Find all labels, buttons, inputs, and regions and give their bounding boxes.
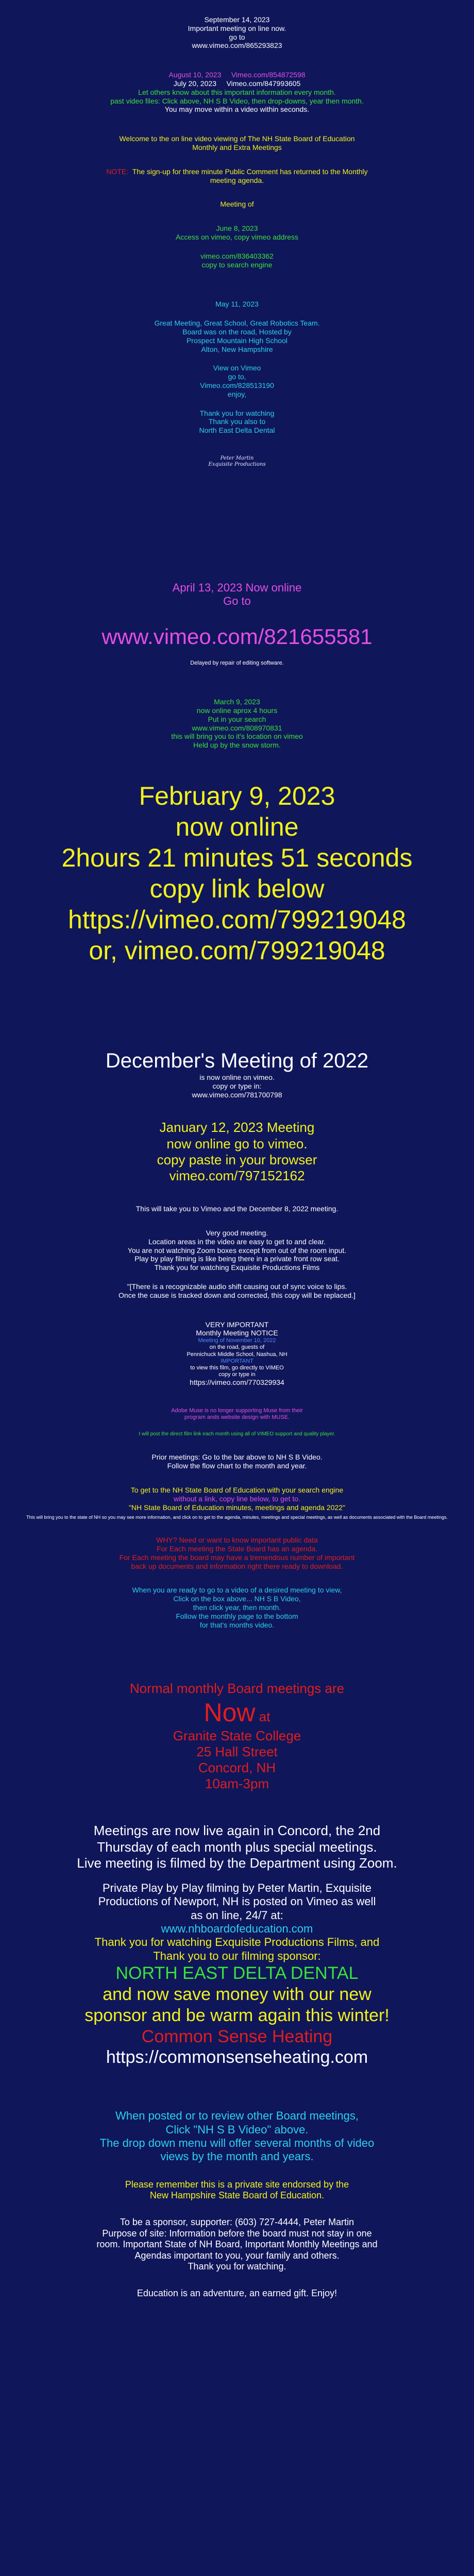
contact-line: To be a sponsor, supporter: (603) 727-4444, Peter Martin <box>120 2216 354 2227</box>
may-line: Prospect Mountain High School <box>186 336 288 345</box>
december-notes <box>0 1205 474 1299</box>
may-line: Board was on the road, Hosted by <box>182 327 292 336</box>
march-line: now online aprox 4 hours <box>196 706 278 715</box>
closing-line <box>0 2288 474 2299</box>
dec-line: is now online on vimeo. <box>199 1073 275 1082</box>
note-label: NOTE: <box>106 167 129 176</box>
search-query: "NH State Board of Education minutes, meetings and agenda 2022" <box>128 1503 346 1512</box>
contact-line: Purpose of site: Information before the board must not stay in one <box>102 2228 372 2239</box>
note-line-2: meeting agenda. <box>210 176 264 184</box>
why-line: back up documents and information right there ready to download. <box>131 1562 343 1570</box>
march-2023 <box>0 698 474 750</box>
may-line: Great Meeting, Great School, Great Robotics Team. <box>154 319 320 328</box>
review-meetings <box>0 2109 474 2164</box>
may-line: Thank you also to <box>208 417 266 426</box>
jul-link[interactable]: Vimeo.com/847993605 <box>226 79 301 88</box>
dec-note-intro: This will take you to Vimeo and the December 8, 2022 meeting. <box>136 1205 338 1213</box>
dec-note-line: Location areas in the video are easy to get to and clear. <box>148 1237 326 1246</box>
search-line-4: This will bring you to the state of NH so you may see more information, and click on to get to the agenda, minutes, meetings and special meetings, as well as documents associated with the Board meetings. <box>26 1515 448 1520</box>
prior-line-1: Prior meetings: Go to the bar above to NH S B Video. <box>151 1453 323 1462</box>
feb-date: February 9, 2023 <box>139 782 335 811</box>
audio-note-2: Once the cause is tracked down and corrected, this copy will be replaced.] <box>118 1291 356 1299</box>
contact-line: Thank you for watching. <box>188 2261 286 2272</box>
may-line: Alton, New Hampshire <box>201 345 273 353</box>
note-line-1: The sign-up for three minute Public Comment has returned to the Monthly <box>132 167 368 176</box>
november-2022 <box>0 1320 474 1387</box>
about-filming <box>0 1823 474 2068</box>
sept-2023-notice <box>0 15 474 50</box>
video-instructions <box>0 1586 474 1629</box>
location-line: 25 Hall Street <box>196 1743 278 1759</box>
contact-line: room. Important State of NH Board, Important Monthly Meetings and <box>96 2239 378 2250</box>
notice-goto: go to <box>229 32 245 41</box>
about-line: Live meeting is filmed by the Department using Zoom. <box>77 1855 397 1871</box>
april-date: April 13, 2023 Now online <box>172 581 302 594</box>
welcome-text <box>0 134 474 152</box>
very-important: VERY IMPORTANT <box>205 1320 269 1329</box>
dec-link[interactable]: www.vimeo.com/781700798 <box>192 1090 282 1099</box>
april-link[interactable]: www.vimeo.com/821655581 <box>101 624 373 649</box>
feb-link[interactable]: https://vimeo.com/799219048 <box>68 905 406 935</box>
public-comment-note <box>0 167 474 185</box>
muse-line-1: Adobe Muse is no longer supporting Muse from their <box>171 1408 303 1414</box>
notice-link[interactable]: www.vimeo.com/865293823 <box>192 41 282 50</box>
audio-note-1: "[There is a recognizable audio shift causing out of sync voice to lips. <box>127 1282 347 1291</box>
about-line: Thank you for watching Exquisite Productions Films, and <box>94 1936 380 1949</box>
location-intro: Normal monthly Board meetings are <box>129 1681 345 1697</box>
april-goto: Go to <box>223 595 251 608</box>
dec-note-line: Very good meeting. <box>206 1228 268 1237</box>
feb-line: now online <box>175 812 299 842</box>
dec-note-line: Play by play filming is like being there in a private front row seat. <box>134 1255 340 1263</box>
sponsor-line: and now save money with our new <box>103 1985 371 2005</box>
website-link[interactable]: www.nhboardofeducation.com <box>161 1922 313 1936</box>
location-line: Concord, NH <box>198 1759 276 1775</box>
video-line: When you are ready to go to a video of a desired meeting to view, <box>132 1586 342 1595</box>
video-line: Click on the box above... NH S B Video, <box>173 1595 301 1603</box>
june-date: June 8, 2023 <box>216 224 258 233</box>
private-line-2: New Hampshire State Board of Education. <box>149 2190 325 2201</box>
june-link[interactable]: vimeo.com/836403362 <box>200 251 274 260</box>
location-now: Now <box>204 1698 256 1727</box>
sponsor-contact <box>0 2217 474 2273</box>
dec-line: copy or type in: <box>212 1081 262 1090</box>
search-line-2: without a link, copy line below, to get to. <box>174 1494 300 1503</box>
signature-name: Peter Martin <box>220 455 254 461</box>
may-line: North East Delta Dental <box>199 426 275 435</box>
march-line: Held up by the snow storm. <box>193 741 281 750</box>
march-link[interactable]: www.vimeo.com/808970831 <box>192 723 282 732</box>
prior-line-2: Follow the flow chart to the month and year. <box>167 1462 307 1470</box>
signature <box>0 455 474 468</box>
june-2023 <box>0 200 474 269</box>
private-line-1: Please remember this is a private site endorsed by the <box>125 2179 349 2190</box>
may-link[interactable]: Vimeo.com/828513190 <box>200 381 274 389</box>
nov-school: Pennichuck Middle School, Nashua, NH <box>187 1351 287 1358</box>
sponsor-delta-dental: NORTH EAST DELTA DENTAL <box>115 1963 359 1984</box>
june-access: Access on vimeo, copy vimeo address <box>175 232 299 241</box>
feb-line: copy link below <box>149 874 325 904</box>
move-text: You may move within a video within seconds. <box>164 105 310 114</box>
nov-link[interactable]: https://vimeo.com/770329934 <box>190 1378 284 1387</box>
notice-text: Important meeting on line now. <box>188 24 286 32</box>
nov-important: IMPORTANT <box>221 1358 253 1364</box>
december-2022 <box>0 1048 474 1099</box>
location-at: at <box>255 1708 270 1724</box>
june-copy: copy to search engine <box>201 260 273 269</box>
meeting-location <box>0 1681 474 1792</box>
review-line: The drop down menu will offer several months of video <box>99 2137 375 2150</box>
why-line: WHY? Need or want to know important public data <box>156 1536 318 1545</box>
march-date: March 9, 2023 <box>214 698 260 706</box>
welcome-line-2: Monthly and Extra Meetings <box>192 143 282 151</box>
sponsor-line: sponsor and be warm again this winter! <box>84 2005 390 2025</box>
nov-line: copy or type in <box>218 1371 256 1378</box>
prior-meetings <box>0 1453 474 1470</box>
search-line-1: To get to the NH State Board of Education with your search engine <box>130 1486 344 1495</box>
about-line: Meetings are now live again in Concord, the 2nd <box>93 1823 381 1839</box>
january-2023 <box>0 1120 474 1184</box>
march-line: Put in your search <box>208 715 266 723</box>
april-note: Delayed by repair of editing software. <box>190 660 284 667</box>
video-line: Follow the monthly page to the bottom <box>176 1612 298 1620</box>
about-line: as on line, 24/7 at: <box>191 1908 283 1922</box>
sponsor-common-sense: Common Sense Heating <box>141 2026 333 2046</box>
recent-videos <box>0 71 474 114</box>
jul-date: July 20, 2023 <box>173 79 217 88</box>
may-line: View on Vimeo <box>213 364 261 372</box>
nov-line: on the road, guests of <box>209 1344 265 1351</box>
review-line: views by the month and years. <box>160 2150 314 2163</box>
muse-line-3: I will post the direct film link each month using all of VIMEO support and quality player. <box>139 1431 335 1437</box>
aug-date: August 10, 2023 <box>168 71 222 79</box>
february-2023 <box>0 781 474 966</box>
nov-date: Meeting of November 10, 2022 <box>198 1337 276 1344</box>
dec-note-line: Thank you for watching Exquisite Productions Films <box>154 1263 320 1272</box>
muse-line-2: program ands website design with MUSE. <box>184 1414 290 1421</box>
location-line: Granite State College <box>173 1727 301 1743</box>
about-line: Thank you to our filming sponsor: <box>153 1949 321 1962</box>
nov-line: to view this film, go directly to VIMEO <box>190 1364 284 1371</box>
why-line: For Each meeting the board may have a tremendous number of important <box>119 1553 355 1562</box>
aug-link[interactable]: Vimeo.com/854872598 <box>231 71 306 79</box>
meeting-of: Meeting of <box>220 200 254 209</box>
about-line: Thursday of each month plus special meetings. <box>97 1839 377 1855</box>
search-engine-instructions <box>0 1486 474 1520</box>
signature-company: Exquisite Productions <box>208 461 266 467</box>
jan-link[interactable]: vimeo.com/797152162 <box>169 1168 305 1183</box>
about-line: Private Play by Play filming by Peter Martin, Exquisite <box>102 1881 372 1894</box>
dec-note-line: You are not watching Zoom boxes except from out of the room input. <box>127 1246 347 1255</box>
location-line: 10am-3pm <box>205 1776 269 1792</box>
welcome-line-1: Welcome to the on line video viewing of The NH State Board of Education <box>119 134 355 143</box>
may-2023 <box>0 300 474 435</box>
jan-line: copy paste in your browser <box>157 1151 317 1167</box>
why-data <box>0 1536 474 1570</box>
notice-date: September 14, 2023 <box>204 15 270 24</box>
private-site-note <box>0 2179 474 2201</box>
review-line: Click "NH S B Video" above. <box>165 2123 309 2136</box>
contact-line: Agendas important to you, your family and others. <box>134 2250 340 2261</box>
may-date: May 11, 2023 <box>215 300 259 309</box>
may-line: go to, <box>228 372 246 381</box>
past-files-text: past video files: Click above, NH S B Video, then drop-downs, year then month. <box>110 96 364 105</box>
about-line: Productions of Newport, NH is posted on Vimeo as well <box>98 1895 376 1908</box>
jan-date: January 12, 2023 Meeting <box>159 1120 315 1136</box>
april-2023 <box>0 581 474 667</box>
review-line: When posted or to review other Board meetings, <box>115 2109 359 2123</box>
monthly-notice: Monthly Meeting NOTICE <box>196 1329 278 1337</box>
share-text: Let others know about this important information every month. <box>138 88 336 96</box>
sponsor-link[interactable]: https://commonsenseheating.com <box>106 2047 368 2067</box>
closing-text: Education is an adventure, an earned gift. Enjoy! <box>137 2287 337 2298</box>
dec-title: December's Meeting of 2022 <box>105 1049 369 1073</box>
jan-line: now online go to vimeo. <box>166 1136 308 1151</box>
may-line: Thank you for watching <box>199 409 275 417</box>
video-line: for that's months video. <box>199 1620 275 1629</box>
march-line: this will bring you to it's location on vimeo <box>171 732 303 741</box>
feb-link-alt[interactable]: or, vimeo.com/799219048 <box>89 936 385 965</box>
feb-duration: 2hours 21 minutes 51 seconds <box>61 843 413 873</box>
muse-notice <box>0 1408 474 1437</box>
video-line: then click year, then month. <box>193 1603 281 1612</box>
may-line: enjoy, <box>227 389 247 398</box>
why-line: For Each meeting the State Board has an agenda. <box>156 1545 318 1553</box>
